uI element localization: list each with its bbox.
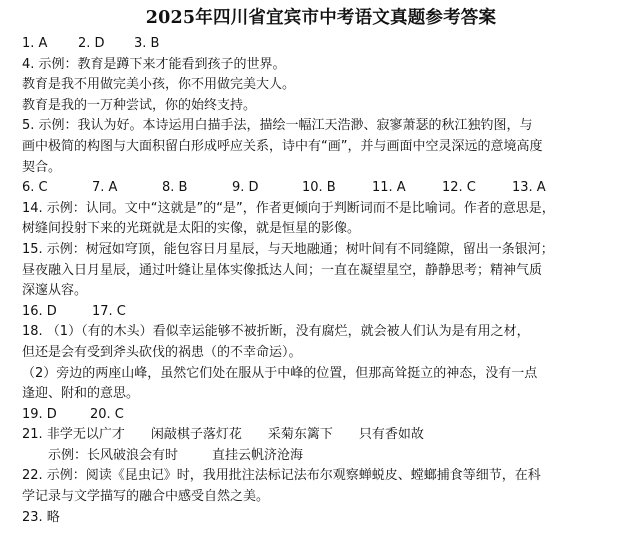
answer-18-line-1: 18. （1）（有的木头）看似幸运能够不被折断，没有腐烂，就会被人们认为是有用之材， — [22, 324, 530, 340]
answer-21-line-2 — [22, 446, 606, 467]
answer-16: 16. D — [22, 303, 57, 319]
answers-1-3 — [22, 34, 606, 55]
answer-15-line-1: 15. 示例：树冠如穹顶，能包容日月星辰，与天地融通；树叶间有不同缝隙，留出一条银河； — [22, 241, 554, 257]
answer-21-item-4: 只有香如故 — [358, 427, 424, 443]
answer-15-line-2: 昼夜融入日月星辰，通过叶缝让星体实像抵达人间；一直在凝望星空，静静思考；精神气质 — [22, 262, 543, 278]
answer-17: 17. C — [92, 303, 126, 319]
answer-7: 7. A — [92, 180, 118, 196]
answer-21-example-2: 直挂云帆济沧海 — [212, 447, 304, 463]
answer-14-line-2: 树缝间投射下来的光斑就是太阳的实像，就是恒星的影像。 — [22, 221, 361, 237]
answer-21-item-2: 闲敲棋子落灯花 — [150, 427, 242, 443]
answer-5-line-2: 画中极简的构图与大面积留白形成呼应关系，诗中有“画”，并与画面中空灵深远的意境高度 — [22, 138, 543, 154]
answer-14-line-1: 14. 示例：认同。文中“这就是”的“是”，作者更倾向于判断词而不是比喻词。作者的意思是， — [22, 200, 555, 216]
answer-12: 12. C — [442, 180, 476, 196]
answer-1: 1. A — [22, 36, 48, 51]
answer-6: 6. C — [22, 180, 48, 196]
answer-22-line-2: 学记录与文学描写的融合中感受自然之美。 — [22, 489, 270, 505]
answer-18-line-2: 但还是会有受到斧头砍伐的祸患（的不幸命运）。 — [22, 344, 302, 360]
answer-21-item-3: 采菊东篱下 — [267, 427, 333, 443]
answer-4-line-3: 教育是我的一万种尝试，你的始终支持。 — [22, 97, 257, 113]
answer-4-line-2: 教育是我不用做完美小孩，你不用做完美大人。 — [22, 77, 296, 93]
answers-6-13 — [22, 178, 606, 199]
answers-19-20 — [22, 405, 606, 426]
answer-21-prefix: 21. — [22, 427, 47, 443]
answers-16-17 — [22, 302, 606, 323]
answer-19: 19. D — [22, 406, 57, 422]
answer-3: 3. B — [134, 36, 160, 51]
answer-21-line-1 — [22, 425, 606, 446]
answer-13: 13. A — [512, 180, 546, 196]
answer-2: 2. D — [78, 36, 105, 51]
answer-20: 20. C — [90, 406, 124, 422]
answer-21-item-1: 非学无以广才 — [46, 427, 125, 443]
answer-21-example-1: 长风破浪会有时 — [87, 447, 179, 463]
answer-5-line-3: 契合。 — [22, 159, 62, 175]
answer-15-line-3: 深邃从容。 — [22, 283, 88, 299]
answer-23: 23. 略 — [22, 509, 60, 525]
answer-8: 8. B — [162, 180, 188, 196]
answer-4-line-1: 4. 示例：教育是蹲下来才能看到孩子的世界。 — [22, 56, 286, 72]
answer-10: 10. B — [302, 180, 336, 196]
answer-11: 11. A — [372, 180, 406, 196]
answer-18-line-4: 逢迎、附和的意思。 — [22, 386, 140, 402]
answer-18-line-3: （2）旁边的两座山峰，虽然它们处在服从于中峰的位置，但那高耸挺立的神态，没有一点 — [22, 365, 538, 381]
answer-9: 9. D — [232, 180, 259, 196]
document-title: 2025年四川省宜宾市中考语文真题参考答案 — [145, 8, 497, 28]
answer-5-line-1: 5. 示例：我认为好。本诗运用白描手法，描绘一幅江天浩渺、寂寥萧瑟的秋江独钓图，与 — [22, 118, 533, 134]
answer-21-example-label: 示例： — [48, 447, 88, 463]
answer-22-line-1: 22. 示例：阅读《昆虫记》时，我用批注法标记法布尔观察蝉蜕皮、螳螂捕食等细节，在科 — [22, 468, 541, 484]
